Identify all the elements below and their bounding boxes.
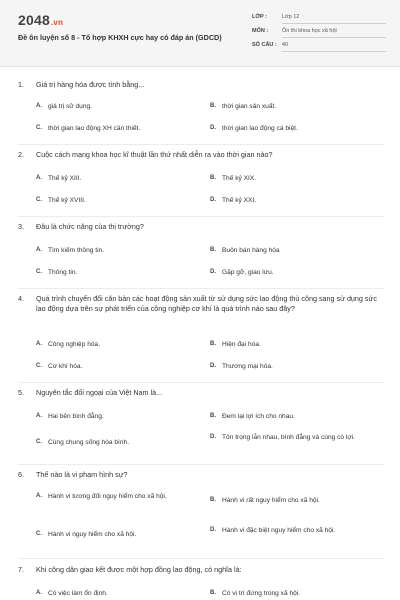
question-divider (18, 216, 384, 217)
option-a[interactable] (36, 412, 198, 421)
option-text: Có việc làm ổn định. (48, 590, 108, 597)
option-text: Gặp gỡ, giao lưu. (222, 269, 274, 276)
question-number: 7. (18, 565, 24, 574)
option-letter: B. (210, 341, 216, 347)
option-letter: D. (210, 125, 216, 131)
option-b[interactable] (210, 246, 372, 255)
option-d[interactable] (210, 268, 372, 277)
meta-subject-row (252, 24, 386, 38)
option-b[interactable] (210, 102, 372, 111)
option-c[interactable] (36, 438, 198, 447)
question-number: 4. (18, 294, 24, 303)
option-letter: D. (210, 363, 216, 369)
option-letter: C. (36, 531, 42, 537)
option-letter: D. (210, 197, 216, 203)
exam-header (0, 0, 400, 67)
option-a[interactable] (36, 492, 198, 501)
question-number: 1. (18, 80, 24, 89)
question-divider (18, 382, 384, 383)
question-text: Quá trình chuyển đổi căn bản các hoạt động sản xuất từ sử dụng sức lao động thủ công sang sử dụng sức lao động dựa trên sự phát triển của công nghiệp cơ khí là quá trình nào sau đây? (36, 294, 377, 313)
meta-class-row (252, 10, 386, 24)
option-text: thời gian lao động cá biệt. (222, 125, 298, 132)
option-b[interactable] (210, 496, 372, 505)
option-c[interactable] (36, 362, 198, 371)
meta-subject-label: MÔN : (252, 28, 269, 34)
meta-count-label: SỐ CÂU : (252, 42, 277, 48)
question-divider (18, 558, 384, 559)
question-4 (18, 294, 388, 370)
meta-subject-value: Ôn thi khoa học xã hội (282, 25, 386, 38)
option-letter: D. (210, 269, 216, 275)
option-text: Cơ khí hóa. (48, 363, 83, 370)
site-logo[interactable] (18, 12, 63, 28)
option-a[interactable] (36, 246, 198, 255)
option-a[interactable] (36, 340, 198, 349)
option-letter: A. (36, 247, 42, 253)
question-2 (18, 150, 388, 204)
option-text: Thế kỷ XIX. (222, 175, 257, 182)
meta-class-label: LỚP : (252, 14, 267, 20)
option-letter: B. (210, 247, 216, 253)
option-text: giá trị sử dụng. (48, 103, 92, 110)
question-divider (18, 464, 384, 465)
option-text: Hai bên bình đẳng. (48, 413, 104, 420)
logo-tld: .vn (50, 18, 64, 27)
question-number: 3. (18, 222, 24, 231)
option-c[interactable] (36, 196, 198, 205)
meta-count-value: 40 (282, 39, 386, 52)
question-text: Khi công dân giao kết được một hợp đồng lao động, có nghĩa là: (36, 565, 242, 574)
option-letter: B. (210, 413, 216, 419)
option-b[interactable] (210, 340, 372, 349)
option-letter: D. (210, 434, 216, 440)
option-d[interactable] (210, 362, 372, 371)
option-text: Đem lại lợi ích cho nhau. (222, 413, 295, 420)
option-letter: A. (36, 341, 42, 347)
option-letter: A. (36, 413, 42, 419)
option-text: Buôn bán hàng hóa (222, 247, 280, 254)
option-letter: C. (36, 439, 42, 445)
option-text: Hành vi nguy hiểm cho xã hội. (48, 531, 137, 538)
option-d[interactable] (210, 526, 372, 535)
option-letter: C. (36, 125, 42, 131)
option-text: thời gian lao động XH cần thiết. (48, 125, 141, 132)
option-text: Hành vi rất nguy hiểm cho xã hội. (222, 497, 320, 504)
question-text: Cuộc cách mạng khoa học kĩ thuật lần thứ nhất diễn ra vào thời gian nào? (36, 150, 273, 159)
meta-class-value: Lớp 12 (282, 11, 386, 24)
option-c[interactable] (36, 268, 198, 277)
option-letter: A. (36, 103, 42, 109)
option-text: Tôn trọng lẫn nhau, bình đẳng và cùng có lợi. (222, 434, 355, 441)
question-text: Nguyên tắc đối ngoại của Việt Nam là... (36, 388, 163, 397)
option-text: Thông tin. (48, 269, 78, 276)
option-b[interactable] (210, 589, 372, 598)
question-number: 2. (18, 150, 24, 159)
option-letter: C. (36, 363, 42, 369)
option-b[interactable] (210, 174, 372, 183)
option-letter: B. (210, 103, 216, 109)
option-letter: D. (210, 527, 216, 533)
option-a[interactable] (36, 102, 198, 111)
option-d[interactable] (210, 433, 372, 442)
option-text: Thế kỷ XVIII. (48, 197, 86, 204)
option-b[interactable] (210, 412, 372, 421)
option-text: Thương mại hóa. (222, 363, 273, 370)
option-letter: A. (36, 175, 42, 181)
option-text: Có vị trí đứng trong xã hội. (222, 590, 301, 597)
question-number: 5. (18, 388, 24, 397)
question-text: Đâu là chức năng của thị trường? (36, 222, 144, 231)
question-divider (18, 288, 384, 289)
question-3 (18, 222, 388, 276)
option-letter: B. (210, 175, 216, 181)
option-d[interactable] (210, 196, 372, 205)
option-letter: B. (210, 590, 216, 596)
exam-title: Đề ôn luyện số 8 - Tổ hợp KHXH cực hay có đáp án (GDCD) (18, 33, 222, 42)
option-text: Cùng chung sống hòa bình. (48, 439, 130, 446)
option-text: Thế kỷ XIII. (48, 175, 82, 182)
option-letter: A. (36, 590, 42, 596)
logo-main: 2048 (18, 12, 50, 28)
option-c[interactable] (36, 530, 198, 539)
option-c[interactable] (36, 124, 198, 133)
exam-meta (252, 10, 386, 52)
question-1 (18, 80, 388, 132)
question-divider (18, 144, 384, 145)
question-text: Thế nào là vi phạm hình sự? (36, 470, 128, 479)
question-6 (18, 470, 388, 538)
option-d[interactable] (210, 124, 372, 133)
option-text: thời gian sản xuất. (222, 103, 277, 110)
option-text: Công nghiệp hóa. (48, 341, 101, 348)
option-letter: C. (36, 197, 42, 203)
question-5 (18, 388, 388, 446)
option-text: Hành vi tương đối nguy hiểm cho xã hội. (48, 493, 167, 500)
option-a[interactable] (36, 589, 198, 598)
option-text: Hành vi đặc biệt nguy hiểm cho xã hội. (222, 527, 336, 534)
option-letter: B. (210, 497, 216, 503)
option-text: Hiện đại hóa. (222, 341, 261, 348)
question-text: Giá trị hàng hóa được tính bằng... (36, 80, 145, 89)
option-a[interactable] (36, 174, 198, 183)
option-letter: C. (36, 269, 42, 275)
option-text: Thế kỷ XXI. (222, 197, 257, 204)
question-number: 6. (18, 470, 24, 479)
question-7 (18, 565, 388, 597)
option-text: Tìm kiếm thông tin. (48, 247, 105, 254)
option-letter: A. (36, 493, 42, 499)
meta-count-row (252, 38, 386, 52)
